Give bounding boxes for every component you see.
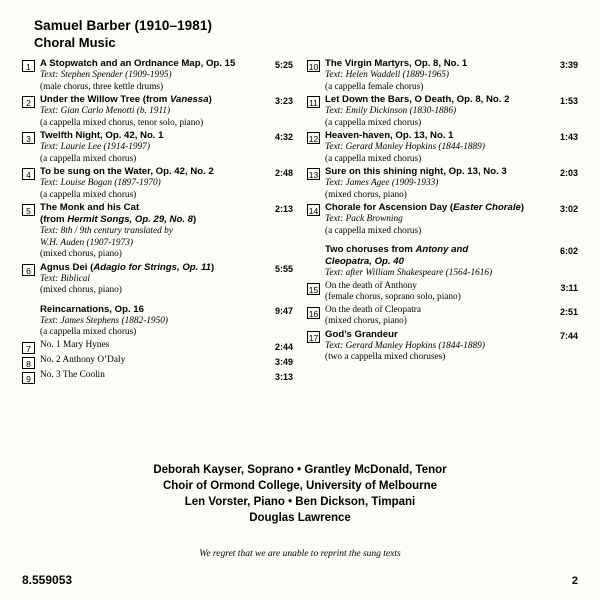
track-body [325, 58, 556, 93]
track-ensemble-note: (a cappella mixed chorus) [40, 327, 137, 337]
track-body [325, 244, 556, 280]
track-title: Agnus Dei (Adagio for Strings, Op. 11) [40, 261, 215, 273]
track-ensemble-note: (a cappella mixed chorus) [40, 189, 137, 200]
track-number: 10 [308, 62, 319, 72]
track-number: 1 [22, 60, 35, 72]
track-number: 4 [22, 168, 35, 180]
header [34, 18, 578, 50]
track-body [40, 130, 271, 165]
track-ensemble-note: (a cappella mixed chorus) [325, 225, 422, 236]
track-duration: 1:43 [559, 132, 578, 142]
track-row [22, 130, 293, 165]
track-number: 9 [22, 372, 35, 384]
composer-name: Samuel Barber (1910–1981) [34, 18, 213, 33]
track-body [40, 166, 271, 201]
track-title: Twelfth Night, Op. 42, No. 1 [40, 130, 164, 141]
track-duration: 3:11 [560, 282, 578, 293]
track-row [22, 370, 293, 384]
track-text-credit: W.H. Auden (1907-1973) [40, 237, 133, 248]
track-row [307, 305, 578, 328]
track-text-credit: Text: 8th / 9th century translated by [40, 226, 173, 236]
track-text-credit: Text: Louise Bogan (1897-1970) [40, 178, 161, 188]
track-ensemble-note: (a cappella female chorus) [325, 81, 424, 92]
track-duration: 1:53 [559, 96, 578, 106]
track-title: On the death of Cleopatra [325, 304, 422, 315]
performer-credits [0, 462, 600, 526]
track-row [307, 329, 578, 364]
track-title: No. 3 The Coolin [40, 369, 105, 380]
album-subtitle: Choral Music [34, 35, 116, 50]
track-number: 16 [308, 308, 319, 319]
track-body [325, 130, 556, 165]
track-body [40, 94, 271, 129]
track-text-credit: Text: Gian Carlo Menotti (b. 1911) [40, 106, 171, 116]
track-title: No. 2 Anthony O’Daly [40, 354, 126, 365]
catalog-number: 8.559053 [22, 573, 73, 587]
track-ensemble-note: (mixed chorus, piano) [325, 189, 407, 200]
regret-note: We regret that we are unable to reprint the sung texts [199, 549, 401, 559]
track-ensemble-note: (a cappella mixed chorus) [325, 117, 422, 128]
track-body [325, 305, 556, 328]
track-title-continued: (from Hermit Songs, Op. 29, No. 8) [40, 214, 197, 225]
track-number: 14 [308, 206, 319, 216]
track-title: On the death of Anthony [325, 280, 417, 291]
track-body [40, 304, 271, 339]
track-row [307, 166, 578, 201]
credit-line: Douglas Lawrence [249, 512, 351, 524]
track-title: Two choruses from Antony and [325, 244, 469, 255]
track-ensemble-note: (mixed chorus, piano) [40, 249, 122, 259]
track-number: 8 [22, 357, 35, 369]
track-text-credit: Text: Stephen Spender (1909-1995) [40, 70, 172, 80]
track-row [22, 340, 293, 354]
track-duration: 4:32 [274, 132, 293, 142]
track-title: Heaven-haven, Op. 13, No. 1 [325, 130, 454, 141]
track-text-credit: Text: James Stephens (1882-1950) [40, 315, 168, 326]
track-row [22, 166, 293, 201]
track-duration: 2:03 [559, 168, 578, 178]
track-number: 15 [308, 284, 319, 295]
track-body [325, 329, 556, 364]
track-number: 17 [308, 332, 319, 343]
track-text-credit: Text: Gerard Manley Hopkins (1844-1889) [325, 340, 485, 351]
track-title: Sure on this shining night, Op. 13, No. 3 [325, 166, 507, 177]
track-ensemble-note: (mixed chorus, piano) [325, 316, 407, 326]
track-text-credit: Text: Gerard Manley Hopkins (1844-1889) [325, 142, 485, 152]
track-number [22, 306, 35, 318]
track-body [40, 340, 271, 352]
track-title: Under the Willow Tree (from Vanessa) [40, 94, 212, 105]
track-title: No. 1 Mary Hynes [40, 339, 110, 350]
track-row [307, 130, 578, 165]
track-text-credit: Text: Helen Waddell (1889-1965) [325, 70, 450, 80]
track-row [307, 94, 578, 129]
track-title: Let Down the Bars, O Death, Op. 8, No. 2 [325, 94, 510, 105]
track-row [22, 202, 293, 261]
track-row [22, 262, 293, 297]
track-duration: 2:44 [274, 341, 293, 352]
track-ensemble-note: (a cappella mixed chorus) [325, 153, 422, 164]
track-duration: 3:39 [559, 60, 578, 70]
credit-line: Len Vorster, Piano • Ben Dickson, Timpani [184, 496, 416, 508]
track-ensemble-note: (mixed chorus, piano) [40, 285, 122, 295]
track-number: 5 [22, 204, 35, 216]
track-row [307, 58, 578, 93]
footer [22, 573, 578, 587]
track-body [40, 355, 271, 367]
track-ensemble-note: (a cappella mixed chorus, tenor solo, piano) [40, 117, 204, 128]
track-body [40, 370, 271, 382]
track-row [307, 281, 578, 304]
track-listing [22, 58, 578, 385]
track-number: 13 [308, 170, 319, 180]
track-title: Chorale for Ascension Day (Easter Chorale) [325, 202, 525, 213]
track-number: 12 [308, 134, 319, 144]
track-title: The Virgin Martyrs, Op. 8, No. 1 [325, 58, 468, 69]
track-text-credit: Text: Biblical [40, 273, 91, 284]
track-duration: 9:47 [274, 305, 293, 316]
track-ensemble-note: (a cappella mixed chorus) [40, 153, 137, 164]
track-row [22, 355, 293, 369]
track-number: 3 [22, 132, 35, 144]
track-column-left [22, 58, 293, 385]
track-number: 11 [307, 96, 320, 108]
track-ensemble-note: (male chorus, three kettle drums) [40, 81, 164, 92]
track-body [40, 58, 271, 93]
track-duration: 6:02 [559, 246, 578, 256]
track-title: God’s Grandeur [325, 328, 398, 340]
track-duration: 5:55 [274, 263, 293, 274]
track-text-credit: Text: Emily Dickinson (1830-1886) [325, 106, 457, 116]
track-duration: 5:25 [274, 60, 293, 70]
credit-line: Choir of Ormond College, University of Melbourne [162, 480, 438, 492]
track-number: 6 [22, 264, 35, 276]
track-row [22, 94, 293, 129]
track-ensemble-note: (female chorus, soprano solo, piano) [325, 292, 461, 302]
track-title: To be sung on the Water, Op. 42, No. 2 [40, 166, 214, 177]
track-body [40, 202, 271, 261]
track-title: The Monk and his Cat [40, 202, 140, 213]
track-duration: 3:23 [274, 96, 293, 106]
track-duration: 3:13 [274, 371, 293, 382]
track-body [325, 281, 556, 304]
track-text-credit: Text: Pack Browning [325, 214, 403, 224]
track-row [307, 244, 578, 280]
track-duration: 7:44 [559, 330, 578, 341]
track-duration: 2:48 [274, 168, 293, 178]
track-duration: 2:13 [274, 204, 293, 214]
track-body [325, 166, 556, 201]
track-title: A Stopwatch and an Ordnance Map, Op. 15 [40, 58, 236, 69]
track-body [40, 262, 271, 297]
track-text-credit: Text: James Agee (1909-1933) [325, 178, 439, 188]
track-duration: 3:02 [559, 204, 578, 214]
track-duration: 2:51 [559, 306, 578, 317]
track-duration: 3:49 [274, 356, 293, 367]
track-number: 2 [22, 96, 35, 108]
track-body [325, 202, 556, 237]
track-text-credit: Text: after William Shakespeare (1564-1616) [325, 268, 493, 278]
track-text-credit: Text: Laurie Lee (1914-1997) [40, 142, 150, 152]
track-ensemble-note: (two a cappella mixed choruses) [325, 352, 446, 362]
track-row [22, 304, 293, 339]
credit-line: Deborah Kayser, Soprano • Grantley McDonald, Tenor [153, 464, 447, 476]
track-row [307, 202, 578, 237]
page-number: 2 [571, 575, 578, 587]
track-column-right [307, 58, 578, 385]
track-body [325, 94, 556, 129]
track-number [307, 246, 320, 258]
track-row [22, 58, 293, 93]
track-number: 7 [22, 342, 35, 354]
track-title-continued: Cleopatra, Op. 40 [325, 256, 404, 267]
track-title: Reincarnations, Op. 16 [40, 303, 144, 315]
